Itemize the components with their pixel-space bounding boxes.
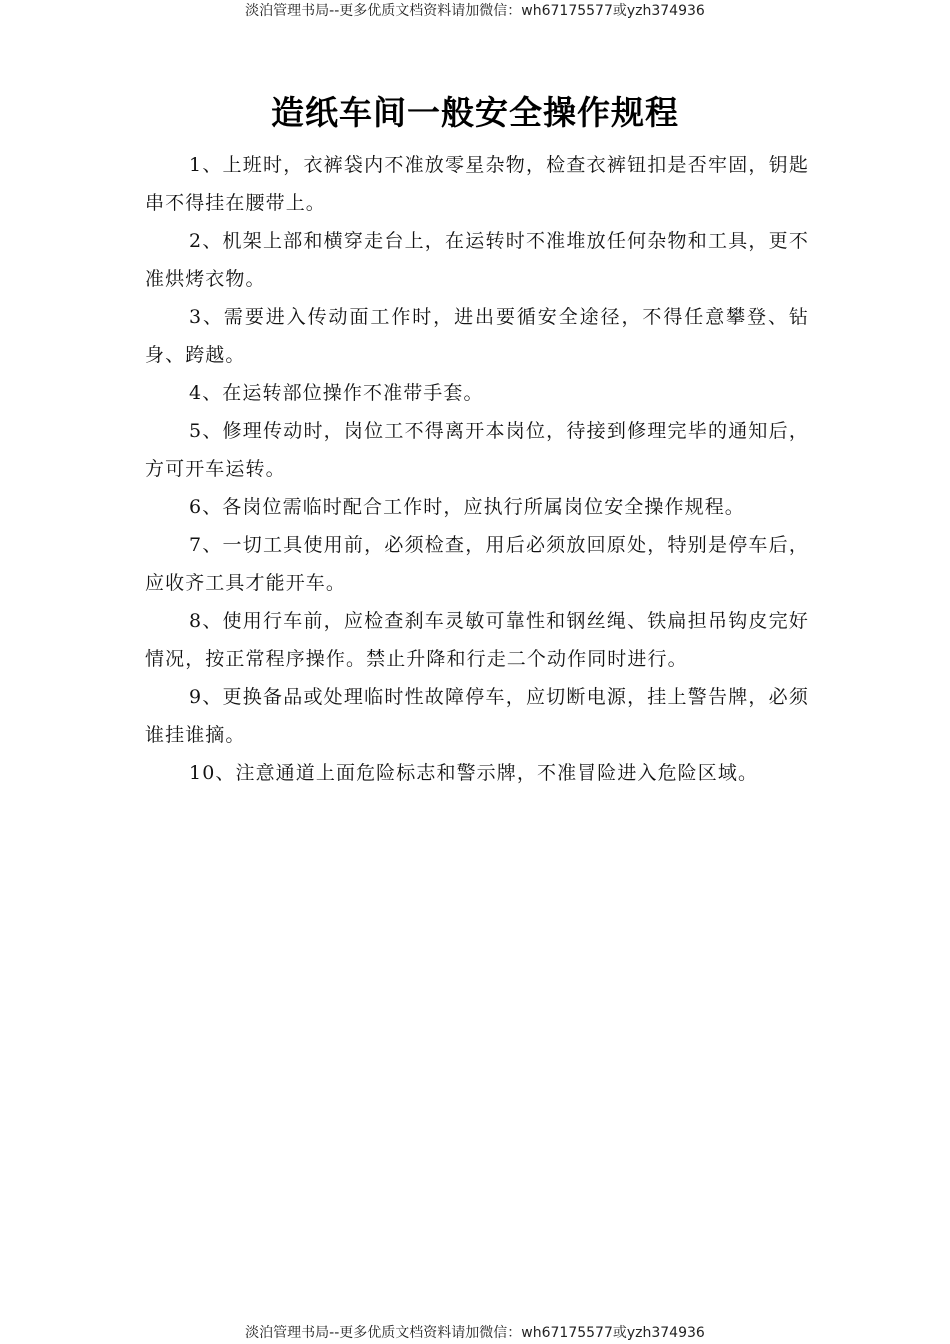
rule-paragraph-1: 1、上班时，衣裤袋内不准放零星杂物，检查衣裤钮扣是否牢固，钥匙串不得挂在腰带上。 [145, 154, 809, 214]
rule-paragraph-8: 8、使用行车前，应检查刹车灵敏可靠性和钢丝绳、铁扁担吊钩皮完好情况，按正常程序操作。禁止升降和行走二个动作同时进行。 [145, 610, 809, 670]
rule-paragraph-4: 4、在运转部位操作不准带手套。 [189, 382, 484, 404]
page-footer: 淡泊管理书局--更多优质文档资料请加微信：wh67175577或yzh374936 [245, 1325, 705, 1341]
document-body [145, 146, 809, 792]
rule-paragraph-10: 10、注意通道上面危险标志和警示牌，不准冒险进入危险区域。 [189, 762, 759, 784]
rule-paragraph-2: 2、机架上部和横穿走台上，在运转时不准堆放任何杂物和工具，更不准烘烤衣物。 [145, 230, 809, 290]
rule-paragraph-3: 3、需要进入传动面工作时，进出要循安全途径，不得任意攀登、钻身、跨越。 [145, 306, 809, 366]
rule-paragraph-9: 9、更换备品或处理临时性故障停车，应切断电源，挂上警告牌，必须谁挂谁摘。 [145, 686, 809, 746]
rule-paragraph-5: 5、修理传动时，岗位工不得离开本岗位，待接到修理完毕的通知后，方可开车运转。 [145, 420, 809, 480]
rule-paragraph-6: 6、各岗位需临时配合工作时，应执行所属岗位安全操作规程。 [189, 496, 745, 518]
rule-paragraph-7: 7、一切工具使用前，必须检查，用后必须放回原处，特别是停车后，应收齐工具才能开车。 [145, 534, 809, 594]
document-title: 造纸车间一般安全操作规程 [271, 93, 679, 132]
page-header: 淡泊管理书局--更多优质文档资料请加微信：wh67175577或yzh374936 [245, 3, 705, 19]
